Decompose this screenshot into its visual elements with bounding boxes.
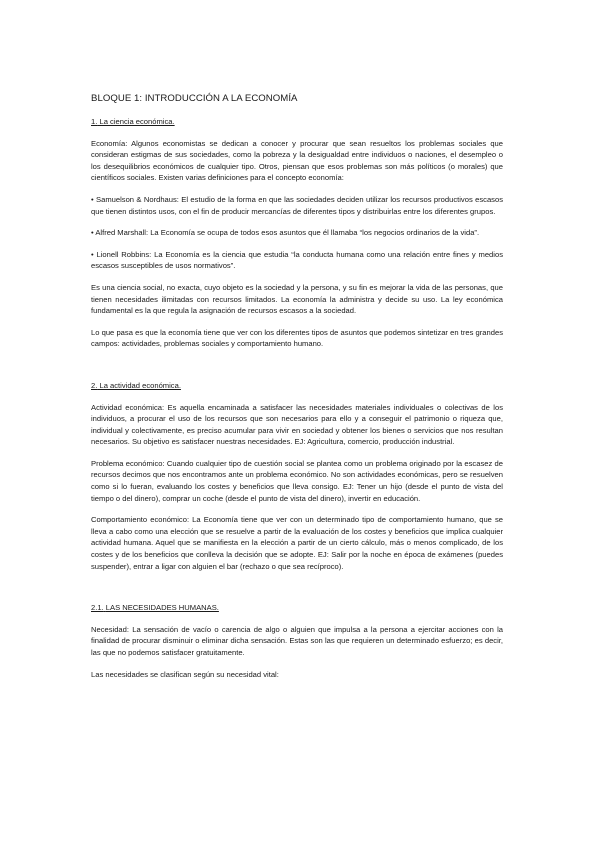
section-2-paragraph-comportamiento: Comportamiento económico: La Economía tiene que ver con un determinado tipo de comportamiento humano, que se lleva a cabo como una elección que se resuelve a partir de la evaluación de los costes y beneficios que implica cualquier actividad humana. Aquel que se manifiesta en la elección a partir de un cierto cálculo, más o menos complicado, de los costes y de los beneficios que conlleva la decisión que se adopte. EJ: Salir por la noche en época de exámenes (puedes suspender), entrar a ligar con alguien el bar (rechazo o que sea recíproco). bbox=[91, 515, 503, 571]
section-2-1-paragraph-necesidad: Necesidad: La sensación de vacío o carencia de algo o alguien que impulsa a la persona a ejercitar acciones con la finalidad de procurar disminuir o eliminar dicha sensación. Estas son las que requieren un determinado esfuerzo; es decir, las que no podemos satisfacer gratuitamente. bbox=[91, 624, 503, 657]
section-2-paragraph-problema: Problema económico: Cuando cualquier tipo de cuestión social se plantea como un problema originado por la escasez de recursos decimos que nos encontramos ante un problema económico. No son actividades económicas, pero se resuelven como si lo fueran, evaluando los costes y beneficios que lleva consigo. EJ: Tener un hijo (desde el punto de vista del tiempo o del dinero), comprar un coche (desde el punto de vista del dinero), invertir en educación. bbox=[91, 458, 503, 503]
section-2-1-title: LAS NECESIDADES HUMANAS. bbox=[105, 603, 219, 613]
section-1-number: 1. bbox=[91, 117, 98, 126]
section-1-paragraph-economia: Economía: Algunos economistas se dedican a conocer y procurar que sean resueltos los problemas sociales que consideran estigmas de sus sociedades, como la pobreza y la desigualdad entre individuos o naciones, el desempleo o los desequilibrios económicos de cualquier tipo. Otros, piensan que esos problemas son más políticos (o morales) que científicos sociales. Existen varias definiciones para el concepto economía: bbox=[91, 138, 503, 183]
section-1-bullet-robbins: • Lionell Robbins: La Economía es la ciencia que estudia “la conducta humana como una relación entre fines y medios escasos susceptibles de usos normativos”. bbox=[91, 249, 503, 271]
section-2-heading bbox=[91, 380, 503, 392]
section-1-heading bbox=[91, 116, 503, 128]
section-2-number: 2. bbox=[91, 380, 98, 390]
section-spacer bbox=[91, 582, 503, 602]
section-2-1-number: 2.1. bbox=[91, 603, 104, 613]
document-title: BLOQUE 1: INTRODUCCIÓN A LA ECONOMÍA bbox=[91, 93, 298, 104]
section-1-title: La ciencia económica bbox=[99, 117, 173, 126]
section-1-paragraph-campos: Lo que pasa es que la economía tiene que ver con los diferentes tipos de asuntos que podemos sintetizar en tres grandes campos: actividades, problemas sociales y comportamiento humano. bbox=[91, 327, 503, 349]
section-1-paragraph-ciencia-social: Es una ciencia social, no exacta, cuyo objeto es la sociedad y la persona, y su fin es mejorar la vida de las personas, que tienen necesidades ilimitadas con recursos limitados. La economía la administra y decide su uso. La ley económica fundamental es la que regula la asignación de recursos escasos a la sociedad. bbox=[91, 282, 503, 316]
section-2-1-paragraph-clasificacion: Las necesidades se clasifican según su necesidad vital: bbox=[91, 669, 279, 679]
section-2-title: La actividad económica. bbox=[99, 380, 181, 390]
section-1-bullet-marshall: • Alfred Marshall: La Economía se ocupa de todos esos asuntos que él llamaba “los negocios ordinarios de la vida”. bbox=[91, 228, 480, 238]
section-1-title-period: . bbox=[172, 117, 175, 126]
section-2-paragraph-actividad: Actividad económica: Es aquella encaminada a satisfacer las necesidades materiales individuales o colectivas de los individuos, a procurar el uso de los recursos que son necesarios para ello y a conseguir el patrimonio o riqueza que, individual y colectivamente, es preciso acumular para vivir en sociedad y obtener los bienes o servicios que nos resultan necesarios. Su objetivo es satisfacer nuestras necesidades. EJ: Agricultura, comercio, producción industrial. bbox=[91, 402, 503, 447]
page-content bbox=[91, 93, 503, 690]
section-spacer bbox=[91, 360, 503, 380]
section-1-bullet-samuelson: • Samuelson & Nordhaus: El estudio de la forma en que las sociedades deciden utilizar los recursos productivos escasos que tienen distintos usos, con el fin de producir mercancías de diferentes tipos y distribuirlas entre los diferentes grupos. bbox=[91, 194, 503, 216]
section-2-1-heading bbox=[91, 602, 503, 614]
